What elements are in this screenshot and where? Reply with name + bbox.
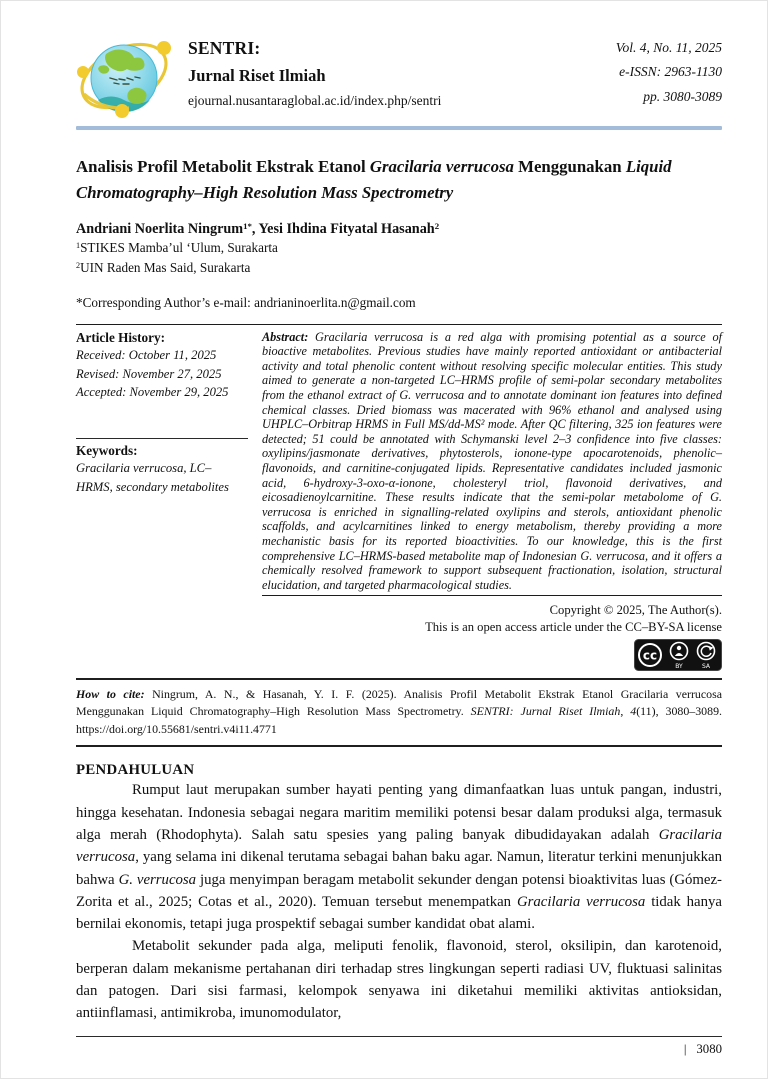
keywords-divider [76, 438, 248, 439]
sa-label: SA [701, 662, 711, 670]
keywords-label: Keywords: [76, 443, 138, 459]
article-info-panel [76, 324, 722, 597]
cc-glyph: cc [642, 648, 658, 663]
article-history-label: Article History: [76, 329, 165, 345]
authors-line: Andriani Noerlita Ningrum$^{1*}$, Yesi Ihdina Fityatal Hasanah$^2$ [76, 221, 440, 238]
journal-identity [188, 32, 441, 109]
by-label: BY [675, 662, 683, 670]
issue-volume: Vol. 4, No. 11, 2025 [615, 40, 722, 55]
cc-by-sa-badge[interactable] [634, 639, 722, 671]
history-received: Received: October 11, 2025 [76, 347, 217, 362]
copyright-line: Copyright © 2025, The Author(s). [549, 603, 722, 618]
how-to-cite[interactable]: How to cite: Ningrum, A. N., & Hasanah, Y. I. F. (2025). Analisis Profil Metabolit Ekstrak Etanol Gracilaria verrucosa Menggunakan Liquid Chromatography–High Resolution Mass Spectrometry. SENTRI: Jurnal Riset Ilmiah, 4(11), 3080–3089. https://doi.org/10.55681/sentri.v4i11.4771 [76, 686, 722, 736]
intro-paragraph-1: Rumput laut merupakan sumber hayati penting yang dimanfaatkan luas untuk pangan, industri, hingga kesehatan. Indonesia sebagai negara maritim memiliki potensi besar dalam produksi alga, termasuk alga merah (Rhodophyta). Salah satu spesies yang paling banyak dibudidayakan adalah Gracilaria verrucosa, yang selama ini dikenal terutama sebagai bahan baku agar. Namun, literatur terkini menunjukkan bahwa G. verrucosa juga menyimpan beragam metabolit sekunder dengan potensi bioaktivitas luas (Gómez-Zorita et al., 2025; Cotas et al., 2020). Temuan tersebut menempatkan Gracilaria verrucosa tidak hanya bernilai ekonomis, tetapi juga prospektif sebagai sumber kandidat obat alami. [76, 782, 722, 933]
citation-top-rule [76, 678, 722, 680]
journal-name: SENTRI: [188, 38, 261, 58]
page-number: 3080 [696, 1042, 722, 1056]
intro-paragraph-2: Metabolit sekunder pada alga, meliputi fenolik, flavonoid, sterol, oksilipin, dan karotenoid, berperan dalam mekanisme pertahanan diri terhadap stres lingkungan seperti radiasi UV, fluktuasi salinitas dan patogen. Dari sisi farmasi, kelompok senyawa ini diketahui memiliki aktivitas antioksidan, antiinflamasi, antimikroba, imunomodulator, [76, 938, 722, 1022]
license-badge-row [76, 639, 722, 671]
footer-divider-bar: | [683, 1042, 687, 1056]
globe-orbit-icon [76, 32, 172, 120]
history-revised: Revised: November 27, 2025 [76, 366, 222, 381]
affiliation-1: $^1$STIKES Mamba’ul ‘Ulum, Surakarta [76, 240, 278, 256]
abstract-paragraph [262, 330, 722, 593]
license-line: This is an open access article under the CC–BY-SA license [425, 619, 722, 634]
journal-header [76, 32, 722, 120]
abstract-text: Gracilaria verrucosa is a red alga with promising potential as a source of bioactive metabolites. Previous studies have mainly reported antioxidant or antibacterial activity and total phenolic content without resolving specific molecular entities. This study aimed to generate a non-targeted LC–HRMS profile of semi-polar secondary metabolites from the ethanol extract of G. verrucosa and to annotate dominant ion features into defined chemical classes. Dried biomass was macerated with 96% ethanol and analysed using UHPLC–Orbitrap HRMS in Full MS/dd-MS² mode. After QC filtering, 325 ion features were detected; 51 could be annotated with Schymanski level 2–3 confidence into five classes: oxylipins/jasmonate derivatives, phytosterols, ionone-type apocarotenoids, phenolic–flavonoids, and carnitine-conjugated lipids. Representative candidates included jasmonic acid, 6-hydroxy-3-oxo-α-ionone, cholesteryl triol, flavonoid derivatives, and eicosadienoylcarnitine. These results indicate that the semi-polar metabolome of G. verrucosa is enriched in signalling-related oxylipins and sterols, antioxidant phenolic scaffolds, and acylcarnitines linked to energy metabolism, thereby providing a more mechanistic basis for its reported bioactivities. To our knowledge, this is the first comprehensive LC–HRMS-based metabolite map of Indonesian G. verrucosa, and it offers a chemically resolved framework to support subsequent fractionation, isolation, structural elucidation, and targeted pharmacological studies. [262, 329, 722, 592]
affiliation-2: $^2$UIN Raden Mas Said, Surakarta [76, 259, 251, 275]
keywords-text: Gracilaria verrucosa, LC–HRMS, secondary metabolites [76, 461, 229, 494]
abstract-column [262, 330, 722, 597]
citation-bottom-rule [76, 745, 722, 747]
journal-subtitle: Jurnal Riset Ilmiah [188, 66, 326, 85]
section-heading-pendahuluan: PENDAHULUAN [76, 762, 195, 779]
header-divider [76, 126, 722, 130]
journal-url-link[interactable]: ejournal.nusantaraglobal.ac.id/index.php/sentri [188, 93, 442, 108]
page-footer [76, 1036, 722, 1057]
journal-logo [76, 32, 172, 120]
copyright-block [76, 602, 722, 635]
abstract-label: Abstract: [262, 329, 309, 344]
corresponding-email[interactable]: *Corresponding Author’s e-mail: andrianinoerlita.n@gmail.com [76, 294, 416, 310]
issue-eissn: e-ISSN: 2963-1130 [619, 64, 722, 80]
article-title: Analisis Profil Metabolit Ekstrak Etanol Gracilaria verrucosa Menggunakan Liquid Chromatography–High Resolution Mass Spectrometry [76, 157, 672, 203]
history-accepted: Accepted: November 29, 2025 [76, 385, 229, 400]
issue-info [616, 32, 722, 109]
history-keywords-column [76, 330, 248, 597]
issue-pages: pp. 3080-3089 [643, 88, 722, 104]
